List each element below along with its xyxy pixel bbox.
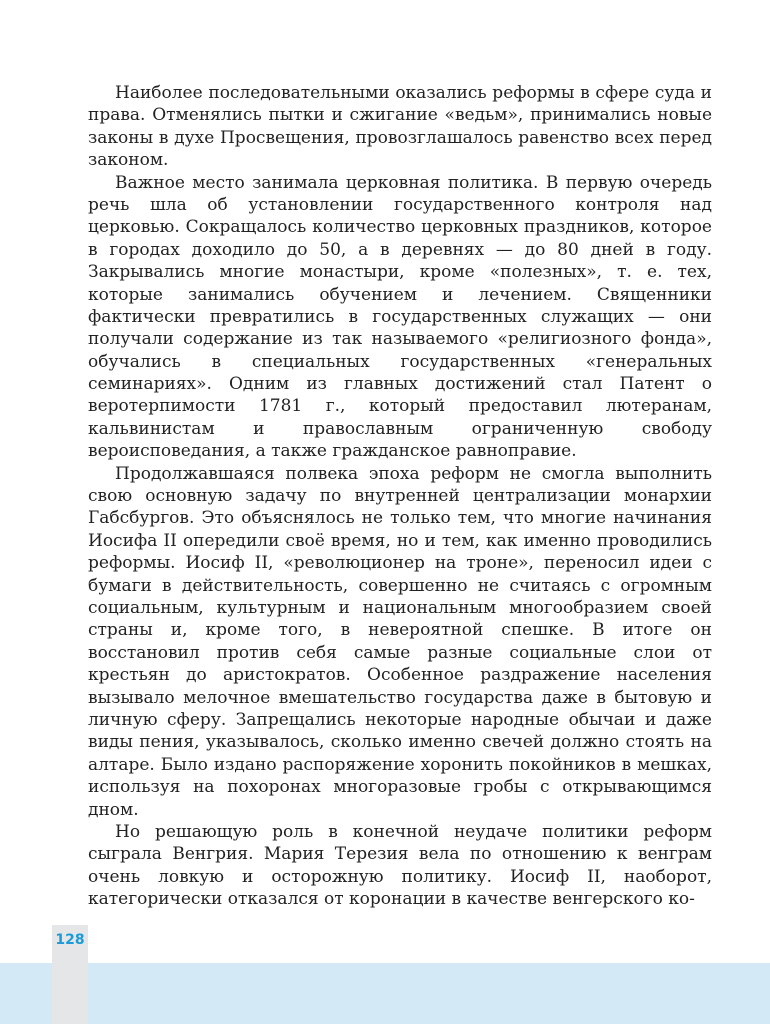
paragraph-reform-failure: Продолжавшаяся полвека эпоха реформ не смогла выполнить свою основную задачу по внутренней централизации монархии Габсбургов. Это объяснялось не только тем, что многие начинания Иосифа II опередили своё время, но и тем, как именно проводились реформы. Иосиф II, «революционер на троне», переносил идеи с бумаги в действительность, совершенно не считаясь с огромным социальным, культурным и национальным многообразием своей страны и, кроме того, в невероятной спешке. В итоге он восстановил против себя самые разные социальные слои от крестьян до аристократов. Особенное раздражение населения вызывало мелочное вмешательство государства даже в бытовую и личную сферу. Запрещались некоторые народные обычаи и даже виды пения, указывалось, сколько именно свечей должно стоять на алтаре. Было издано распоряжение хоронить покойников в мешках, используя на похоронах многоразовые гробы с открывающимся дном. [88, 463, 712, 820]
paragraph-hungary: Но решающую роль в конечной неудаче политики реформ сыграла Венгрия. Мария Терезия вела по отношению к венграм очень ловкую и осторожную политику. Иосиф II, наоборот, категорически отказался от коронации в качестве венгерского ко- [88, 821, 712, 910]
paragraph-courts-law: Наиболее последовательными оказались реформы в сфере суда и права. Отменялись пытки и сжигание «ведьм», принимались новые законы в духе Просвещения, провозглашалось равенство всех перед законом. [88, 83, 712, 171]
page-number: 128 [55, 932, 85, 948]
paragraph-church-policy: Важное место занимала церковная политика. В первую очередь речь шла об установлении государственного контроля над церковью. Сокращалось количество церковных праздников, которое в городах доходило до 50, а в деревнях — до 80 дней в году. Закрывались многие монастыри, кроме «полезных», т. е. тех, которые занимались обучением и лечением. Священники фактически превратились в государственных служащих — они получали содержание из так называемого «религиозного фонда», обучались в специальных государственных «генеральных семинариях». Одним из главных достижений стал Патент о веротерпимости 1781 г., который предоставил лютеранам, кальвинистам и православным ограниченную свободу вероисповедания, а также гражданское равноправие. [88, 172, 712, 462]
main-text [88, 82, 712, 910]
footer-band [0, 963, 770, 1024]
